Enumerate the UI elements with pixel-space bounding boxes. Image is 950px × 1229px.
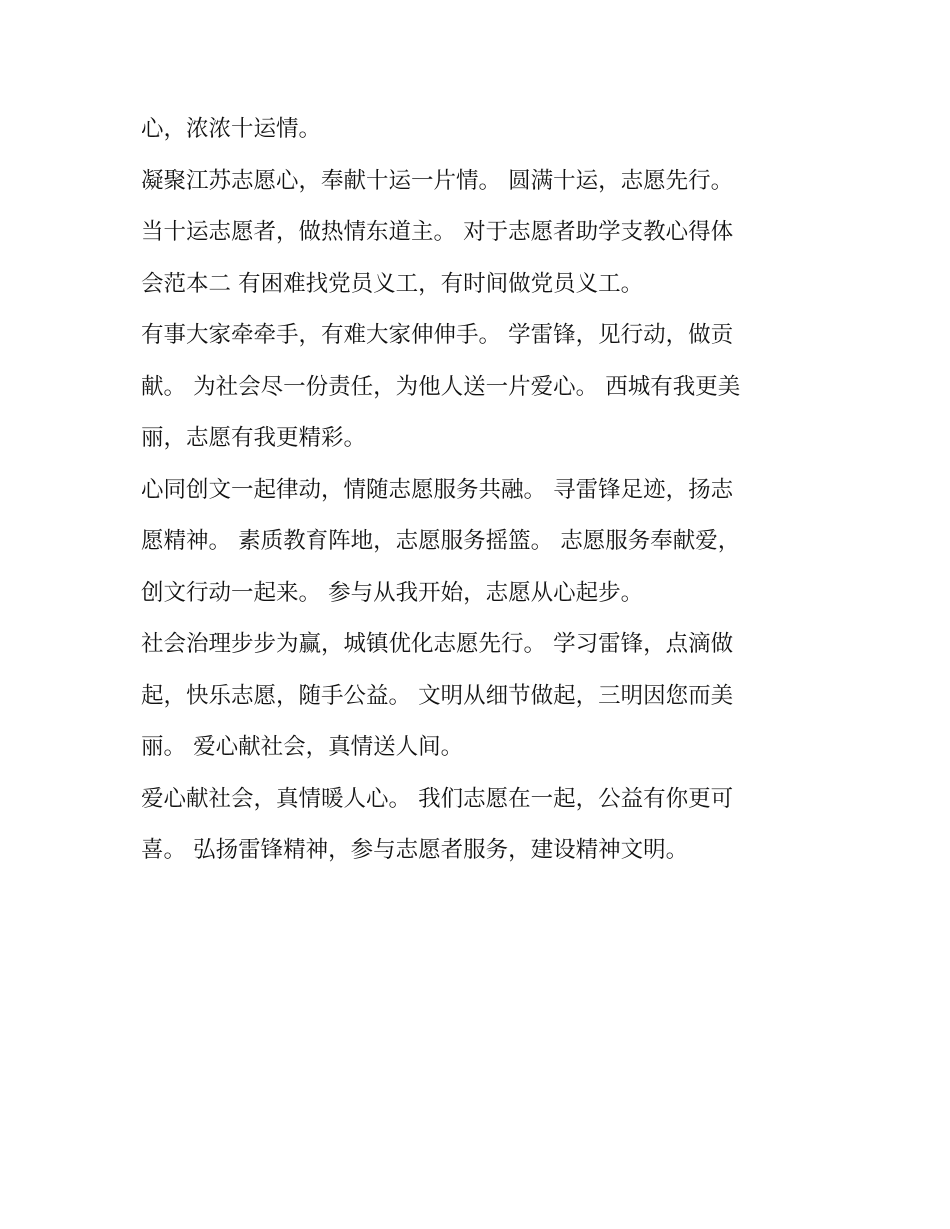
text-line: 丽，志愿有我更精彩。 <box>141 425 367 451</box>
document-body <box>141 104 803 877</box>
text-line: 爱心献社会，真情暖人心。 我们志愿在一起，公益有你更可 <box>141 785 734 812</box>
text-line: 凝聚江苏志愿心，奉献十运一片情。 圆满十运，志愿先行。 <box>141 167 734 194</box>
text-line: 起，快乐志愿，随手公益。 文明从细节做起，三明因您而美 <box>141 682 734 709</box>
text-line: 创文行动一起来。 参与从我开始，志愿从心起步。 <box>141 579 644 606</box>
text-line: 丽。 爱心献社会，真情送人间。 <box>141 734 464 760</box>
text-line: 献。 为社会尽一份责任，为他人送一片爱心。 西城有我更美 <box>141 373 741 400</box>
text-line: 心，浓浓十运情。 <box>141 116 322 142</box>
text-line: 社会治理步步为赢，城镇优化志愿先行。 学习雷锋，点滴做 <box>141 631 734 657</box>
text-line: 愿精神。 素质教育阵地，志愿服务摇篮。 志愿服务奉献爱， <box>141 528 741 554</box>
text-line: 喜。 弘扬雷锋精神，参与志愿者服务，建设精神文明。 <box>141 837 689 863</box>
text-line: 心同创文一起律动，情随志愿服务共融。 寻雷锋足迹，扬志 <box>141 476 734 503</box>
text-line: 有事大家牵牵手，有难大家伸伸手。 学雷锋，见行动，做贡 <box>141 322 734 348</box>
text-line: 会范本二 有困难找党员义工，有时间做党员义工。 <box>141 270 644 297</box>
text-line: 当十运志愿者，做热情东道主。 对于志愿者助学支教心得体 <box>141 219 734 245</box>
